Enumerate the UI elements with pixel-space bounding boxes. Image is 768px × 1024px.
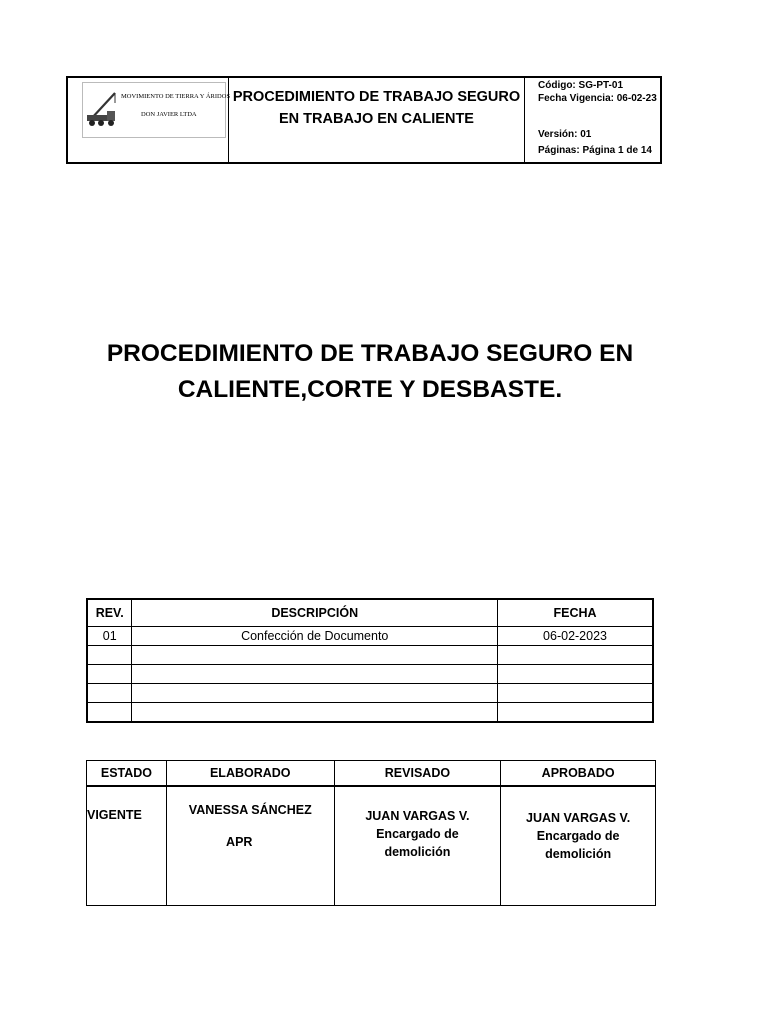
table-cell — [132, 646, 498, 665]
approved-cell — [501, 786, 656, 906]
table-cell — [87, 665, 132, 684]
table-row — [87, 665, 653, 684]
table-cell — [498, 703, 653, 723]
prepared-cell — [166, 786, 334, 906]
table-header-row — [87, 761, 656, 787]
column-header-status: ESTADO — [87, 761, 167, 787]
column-header-prepared: ELABORADO — [166, 761, 334, 787]
approval-table — [86, 760, 656, 906]
reviewed-cell — [334, 786, 501, 906]
header-title-line2: EN TRABAJO EN CALIENTE — [279, 111, 474, 127]
logo-company-line2: DON JAVIER LTDA — [141, 111, 197, 118]
header-title — [229, 86, 524, 130]
status-cell — [87, 786, 167, 906]
effective-date: Fecha Vigencia: 06-02-23 — [538, 93, 657, 104]
page-title-line2: CALIENTE,CORTE Y DESBASTE. — [177, 376, 563, 403]
approved-by-role-line1: Encargado de — [536, 829, 620, 843]
column-header-date: FECHA — [498, 599, 653, 627]
header-divider — [524, 78, 525, 162]
column-header-description: DESCRIPCIÓN — [132, 599, 498, 627]
company-logo — [82, 82, 231, 138]
table-cell — [87, 684, 132, 703]
table-cell — [498, 684, 653, 703]
table-cell — [498, 646, 653, 665]
table-cell: 01 — [87, 627, 132, 646]
document-code: Código: SG-PT-01 — [538, 80, 623, 91]
crane-truck-icon — [85, 89, 121, 129]
revision-table — [86, 598, 654, 723]
approved-by-name: JUAN VARGAS V. — [526, 811, 631, 825]
table-cell — [498, 665, 653, 684]
table-cell — [87, 646, 132, 665]
table-cell — [132, 703, 498, 723]
table-header-row — [87, 599, 653, 627]
reviewed-by-name: JUAN VARGAS V. — [365, 809, 470, 823]
header-title-line1: PROCEDIMIENTO DE TRABAJO SEGURO — [232, 89, 521, 105]
table-row — [87, 646, 653, 665]
status-value: VIGENTE — [87, 808, 142, 822]
logo-company-line1: MOVIMIENTO DE TIERRA Y ÁRIDOS — [121, 93, 231, 100]
column-header-reviewed: REVISADO — [334, 761, 501, 787]
table-cell — [132, 665, 498, 684]
column-header-rev: REV. — [87, 599, 132, 627]
table-row — [87, 627, 653, 646]
column-header-approved: APROBADO — [501, 761, 656, 787]
document-version: Versión: 01 — [538, 129, 592, 140]
table-cell — [87, 703, 132, 723]
document-header — [66, 76, 662, 164]
approved-by-role-line2: demolición — [545, 847, 612, 861]
table-cell: Confección de Documento — [132, 627, 498, 646]
page-title-line1: PROCEDIMIENTO DE TRABAJO SEGURO EN — [106, 340, 634, 367]
table-row — [87, 703, 653, 723]
page-count: Páginas: Página 1 de 14 — [538, 145, 652, 156]
reviewed-by-role-line2: demolición — [384, 845, 451, 859]
table-cell — [132, 684, 498, 703]
table-cell: 06-02-2023 — [498, 627, 653, 646]
page-title — [60, 336, 680, 408]
prepared-by-role: APR — [226, 835, 253, 849]
table-row — [87, 786, 656, 906]
reviewed-by-role-line1: Encargado de — [376, 827, 459, 841]
table-row — [87, 684, 653, 703]
prepared-by-name: VANESSA SÁNCHEZ — [188, 803, 312, 817]
